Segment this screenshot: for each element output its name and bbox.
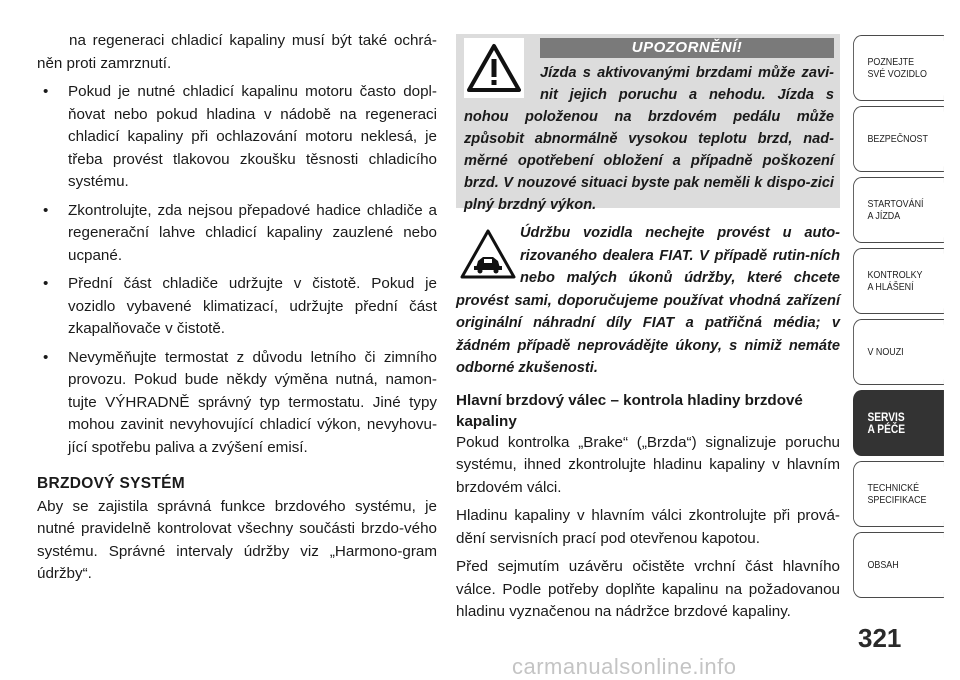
section-heading: BRZDOVÝ SYSTÉM (37, 475, 186, 492)
list-item: • Nevyměňujte termostat z důvodu letního či zimního provozu. Pokud bude někdy výměna nutná, namon-tujte VÝHRADNĚ správný typ termostatu. Jiné typy mohou zavinit nevyhovující chladicí výkon, nevyhovu-jící spotřebu paliva a zvýšení emisí. (43, 348, 437, 456)
tab-servis-a-pece[interactable]: SERVIS A PÉČE (853, 390, 944, 456)
brake-fluid-paragraph-2: Hladinu kapaliny v hlavním válci zkontrolujte při prová-dění servisních prací pod otevřenou kapotou. (456, 507, 840, 547)
warning-title: UPOZORNĚNÍ! (540, 38, 834, 58)
service-note (456, 222, 840, 380)
brake-fluid-paragraph-3: Před sejmutím uzávěru očistěte vrchní část hlavního válce. Podle potřeby doplňte kapalinu na požadovanou hladinu vyznačenou na nádržce brzdové kapaliny. (456, 558, 840, 620)
left-column (37, 30, 437, 586)
brake-fluid-paragraph-1: Pokud kontrolka „Brake“ („Brzda“) signalizuje poruchu systému, ihned zkontrolujte hladinu kapaliny v hlavním brzdovém válci. (456, 433, 840, 496)
list-item: • Pokud je nutné chladicí kapalinu motoru často dopl-ňovat nebo pokud hladina v nádobě na regeneraci chladicí kapaliny při ochlazování motoru neklesá, je třeba provést tlakovou zkoušku těsnosti chladicího systému. (43, 83, 437, 190)
tab-poznejte-sve-vozidlo[interactable]: POZNEJTE SVÉ VOZIDLO (853, 35, 944, 101)
bullet-icon: • (43, 275, 49, 292)
page-number: 321 (858, 623, 902, 653)
service-note-text: Údržbu vozidla nechejte provést u auto-rizovaného dealera FIAT. V případě rutin-ních nebo malých úkonů údržby, které chcete provést sami, doporučujeme používat vhodná zařízení originální náhradní díly FIAT a patřičná média; v žádném případě neprovádějte úkony, s nimiž nemáte odborné zkušenosti. (456, 225, 840, 376)
tab-startovani-a-jizda[interactable]: STARTOVÁNÍ A JÍZDA (853, 177, 944, 243)
list-item: • Zkontrolujte, zda nejsou přepadové hadice chladiče a regenerační lahve chladicí kapaliny zauzlené nebo ucpané. (43, 201, 437, 264)
chapter-tabs (853, 35, 960, 603)
bullet-icon: • (43, 201, 49, 219)
subsection-heading: Hlavní brzdový válec – kontrola hladiny brzdové kapaliny (456, 391, 803, 430)
tab-obsah[interactable]: OBSAH (853, 532, 944, 598)
tab-bezpecnost[interactable]: BEZPEČNOST (853, 106, 944, 172)
tab-v-nouzi[interactable]: V NOUZI (853, 319, 944, 385)
tab-kontrolky-a-hlaseni[interactable]: KONTROLKY A HLÁŠENÍ (853, 248, 944, 314)
bullet-icon: • (43, 83, 49, 100)
bullet-list (37, 81, 437, 459)
intro-paragraph: na regeneraci chladicí kapaliny musí být také ochrá-něn proti zamrznutí. (37, 32, 437, 72)
warning-text: Jízda s aktivovanými brzdami může zavi-nit jejich poruchu a nehodu. Jízda s nohou položenou na brzdovém pedálu může způsobit abnormálně vysokou teplotu brzd, nad-měrné opotřebení obložení a případně poškození brzd. V nouzové situaci byste pak neměli k dispo-zici plný brzdný výkon. (464, 65, 834, 213)
right-column (456, 34, 840, 624)
list-item: • Přední část chladiče udržujte v čistotě. Pokud je vozidlo vybavené klimatizací, udržujte přední část zkapalňovače v čistotě. (43, 275, 437, 337)
warning-box (456, 34, 840, 213)
footer-watermark: carmanualsonline.info (512, 654, 737, 679)
brake-system-paragraph: Aby se zajistila správná funkce brzdového systému, je nutné pravidelně kontrolovat všechny součásti brzdo-vého systému. Správné intervaly údržby viz „Harmono-gram údržby“. (37, 497, 437, 582)
warning-triangle-icon (464, 38, 524, 98)
bullet-icon: • (43, 348, 49, 366)
tab-technicke-specifikace[interactable]: TECHNICKÉ SPECIFIKACE (853, 461, 944, 527)
car-service-icon (456, 222, 520, 286)
